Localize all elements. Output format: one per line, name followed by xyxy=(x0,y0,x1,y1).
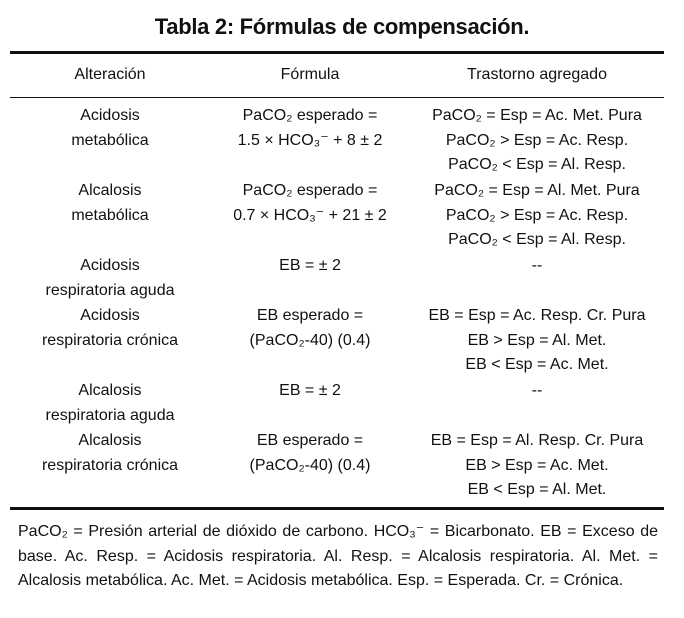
trastorno-cell xyxy=(410,254,664,279)
trastorno-cell-line: PaCO₂ = Esp = Ac. Met. Pura xyxy=(432,107,642,124)
formula-cell xyxy=(210,179,410,228)
alteracion-cell-line: Acidosis xyxy=(80,107,140,124)
trastorno-cell-line: PaCO₂ = Esp = Al. Met. Pura xyxy=(434,182,640,199)
trastorno-cell-line: PaCO₂ > Esp = Ac. Resp. xyxy=(445,206,629,224)
trastorno-cell-line: PaCO₂ < Esp = Al. Resp. xyxy=(448,156,626,173)
alteracion-cell-line: metabólica xyxy=(71,206,149,224)
alteracion-cell-line: respiratoria crónica xyxy=(41,331,179,349)
trastorno-cell xyxy=(410,304,664,378)
alteracion-cell xyxy=(10,179,210,228)
footnote: PaCO₂ = Presión arterial de dióxido de carbono. HCO₃⁻ = Bicarbonato. EB = Exceso de base. Ac. Resp. = Acidosis respiratoria. Al. Resp. = Alcalosis respiratoria. Al. Met. = Alcalosis metabólica. Ac. Met. = Acidosis metabólica. Esp. = Esperada. Cr. = Crónica. xyxy=(18,523,658,589)
alteracion-cell-line: Acidosis xyxy=(80,257,140,274)
trastorno-cell-line: EB < Esp = Ac. Met. xyxy=(465,356,609,373)
header-rule xyxy=(10,97,664,98)
formula-cell-line: EB esperado = xyxy=(256,432,364,449)
alteracion-cell xyxy=(10,379,210,428)
alteracion-cell-line: respiratoria crónica xyxy=(41,456,179,474)
top-rule xyxy=(10,51,664,54)
trastorno-cell xyxy=(410,104,664,178)
alteracion-cell xyxy=(10,429,210,478)
formula-cell xyxy=(210,304,410,353)
formula-cell-line: EB = ± 2 xyxy=(279,257,341,274)
formula-cell-line: 1.5 × HCO₃⁻ + 8 ± 2 xyxy=(237,131,383,149)
alteracion-cell-line: respiratoria aguda xyxy=(45,406,175,424)
trastorno-cell-line: -- xyxy=(531,382,543,399)
trastorno-cell-line: PaCO₂ < Esp = Al. Resp. xyxy=(448,231,626,248)
header-trastorno: Trastorno agregado xyxy=(467,66,607,83)
alteracion-cell-line: respiratoria aguda xyxy=(45,281,175,299)
formula-cell-line: PaCO₂ esperado = xyxy=(242,182,378,199)
trastorno-cell xyxy=(410,379,664,404)
trastorno-cell-line: EB = Esp = Al. Resp. Cr. Pura xyxy=(430,432,644,449)
formula-cell xyxy=(210,104,410,153)
formula-cell-line: (PaCO₂-40) (0.4) xyxy=(249,456,371,474)
alteracion-cell-line: Alcalosis xyxy=(78,182,142,199)
formula-cell xyxy=(210,379,410,404)
trastorno-cell-line: PaCO₂ > Esp = Ac. Resp. xyxy=(445,131,629,149)
trastorno-cell-line: EB > Esp = Ac. Met. xyxy=(465,456,609,474)
trastorno-cell-line: EB = Esp = Ac. Resp. Cr. Pura xyxy=(428,307,646,324)
trastorno-cell-line: EB > Esp = Al. Met. xyxy=(467,331,607,349)
formula-cell-line: (PaCO₂-40) (0.4) xyxy=(249,331,371,349)
bottom-rule xyxy=(10,507,664,510)
table-title: Tabla 2: Fórmulas de compensación. xyxy=(154,14,530,39)
formula-cell-line: EB = ± 2 xyxy=(279,382,341,399)
formula-cell xyxy=(210,429,410,478)
alteracion-cell xyxy=(10,104,210,153)
header-alteracion: Alteración xyxy=(74,66,146,83)
trastorno-cell xyxy=(410,429,664,503)
formula-cell-line: PaCO₂ esperado = xyxy=(242,107,378,124)
alteracion-cell xyxy=(10,254,210,303)
alteracion-cell xyxy=(10,304,210,353)
header-formula: Fórmula xyxy=(280,66,340,83)
alteracion-cell-line: Acidosis xyxy=(80,307,140,324)
formula-cell xyxy=(210,254,410,279)
trastorno-cell-line: EB < Esp = Al. Met. xyxy=(467,481,607,498)
alteracion-cell-line: metabólica xyxy=(71,131,149,149)
formula-cell-line: EB esperado = xyxy=(256,307,364,324)
trastorno-cell xyxy=(410,179,664,253)
alteracion-cell-line: Alcalosis xyxy=(78,382,142,399)
formula-cell-line: 0.7 × HCO₃⁻ + 21 ± 2 xyxy=(233,206,387,224)
alteracion-cell-line: Alcalosis xyxy=(78,432,142,449)
trastorno-cell-line: -- xyxy=(531,257,543,274)
